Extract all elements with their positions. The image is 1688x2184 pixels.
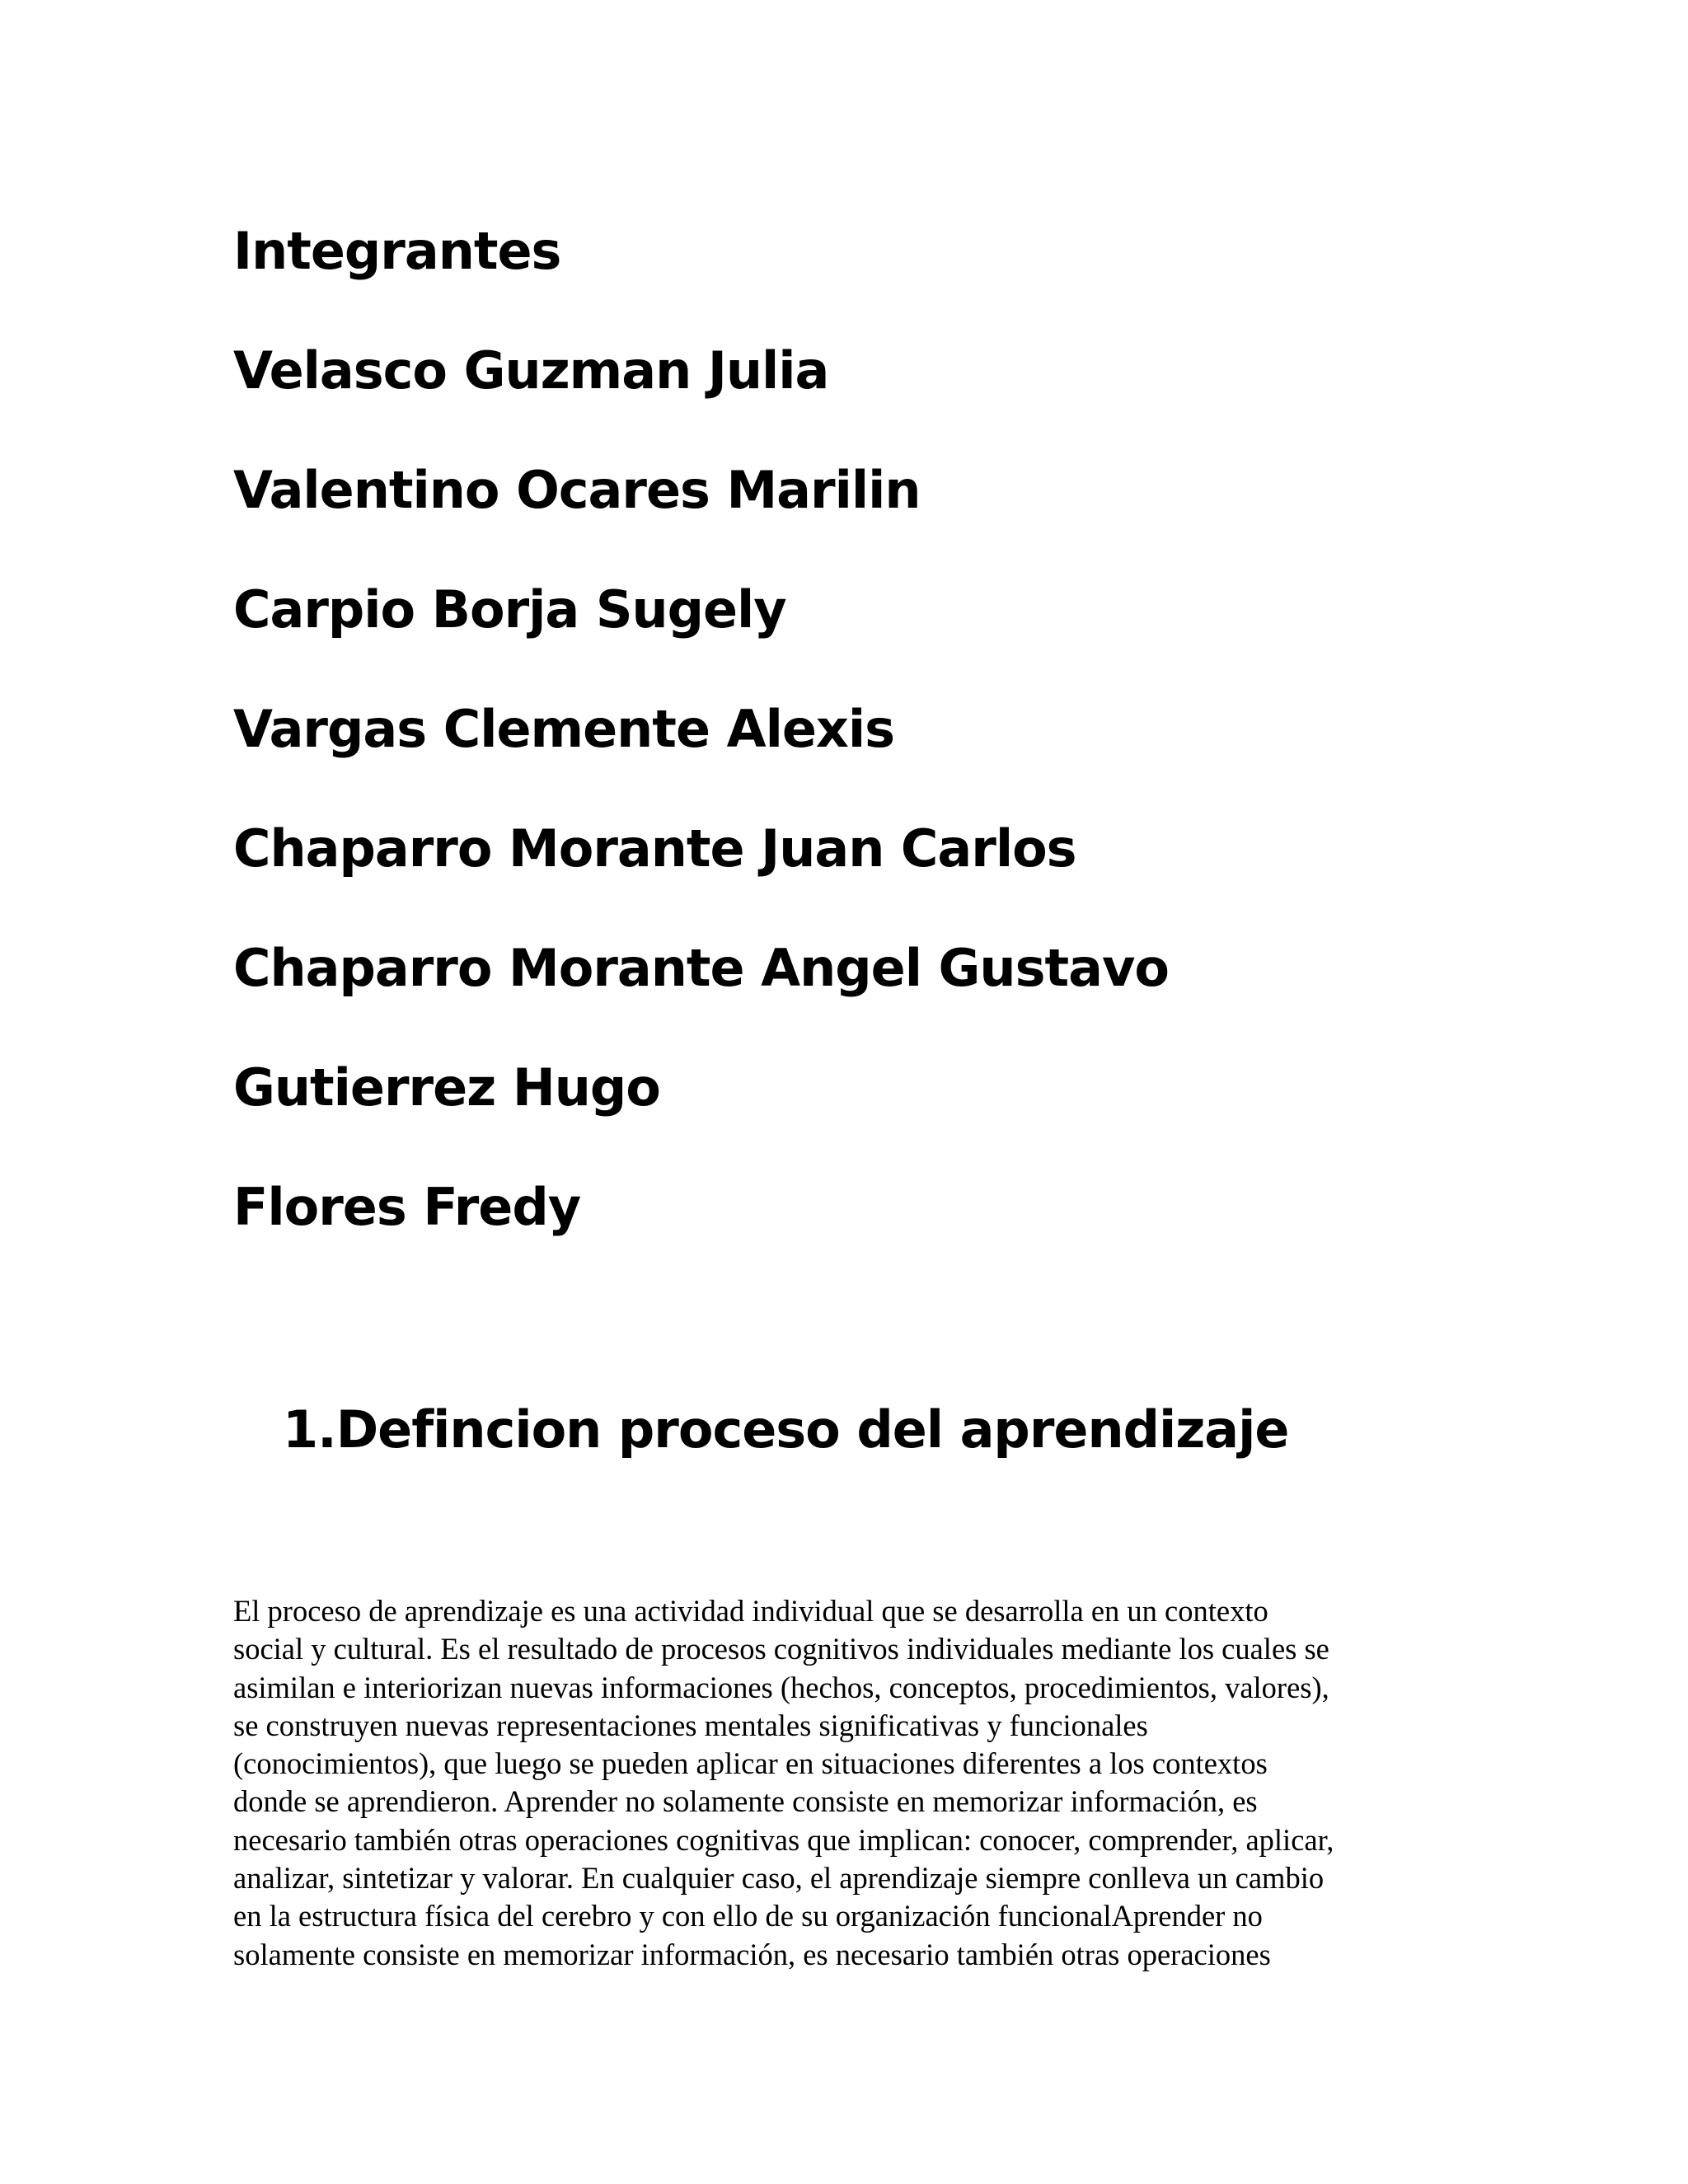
member-name: Gutierrez Hugo <box>233 1057 660 1118</box>
paragraph-line: solamente consiste en memorizar información, es necesario también otras operaciones <box>233 1937 1271 1971</box>
paragraph-line: necesario también otras operaciones cognitivas que implican: conocer, comprender, aplicar, <box>233 1822 1334 1857</box>
member-name: Chaparro Morante Juan Carlos <box>233 818 1076 879</box>
member-name: Velasco Guzman Julia <box>233 340 829 401</box>
member-name: Chaparro Morante Angel Gustavo <box>233 938 1169 998</box>
paragraph-line: en la estructura física del cerebro y con ello de su organización funcionalAprender no <box>233 1899 1263 1933</box>
member-name: Carpio Borja Sugely <box>233 579 786 640</box>
section-paragraph <box>233 1592 1453 1974</box>
paragraph-line: donde se aprendieron. Aprender no solamente consiste en memorizar información, es <box>233 1784 1258 1819</box>
member-name: Flores Fredy <box>233 1177 581 1237</box>
member-name: Vargas Clemente Alexis <box>233 699 895 759</box>
member-name: Valentino Ocares Marilin <box>233 460 921 520</box>
paragraph-line: se construyen nuevas representaciones mentales significativas y funcionales <box>233 1708 1148 1742</box>
members-list <box>233 191 1169 1267</box>
paragraph-line: El proceso de aprendizaje es una actividad individual que se desarrolla en un contexto <box>233 1594 1268 1628</box>
section-title: 1.Defincion proceso del aprendizaje <box>283 1399 1289 1460</box>
paragraph-line: social y cultural. Es el resultado de procesos cognitivos individuales mediante los cuales se <box>233 1632 1329 1666</box>
paragraph-line: asimilan e interiorizan nuevas informaciones (hechos, conceptos, procedimientos, valores), <box>233 1670 1329 1704</box>
paragraph-line: (conocimientos), que luego se pueden aplicar en situaciones diferentes a los contextos <box>233 1746 1268 1781</box>
members-heading: Integrantes <box>233 221 561 281</box>
paragraph-line: analizar, sintetizar y valorar. En cualquier caso, el aprendizaje siempre conlleva un cambio <box>233 1861 1325 1896</box>
